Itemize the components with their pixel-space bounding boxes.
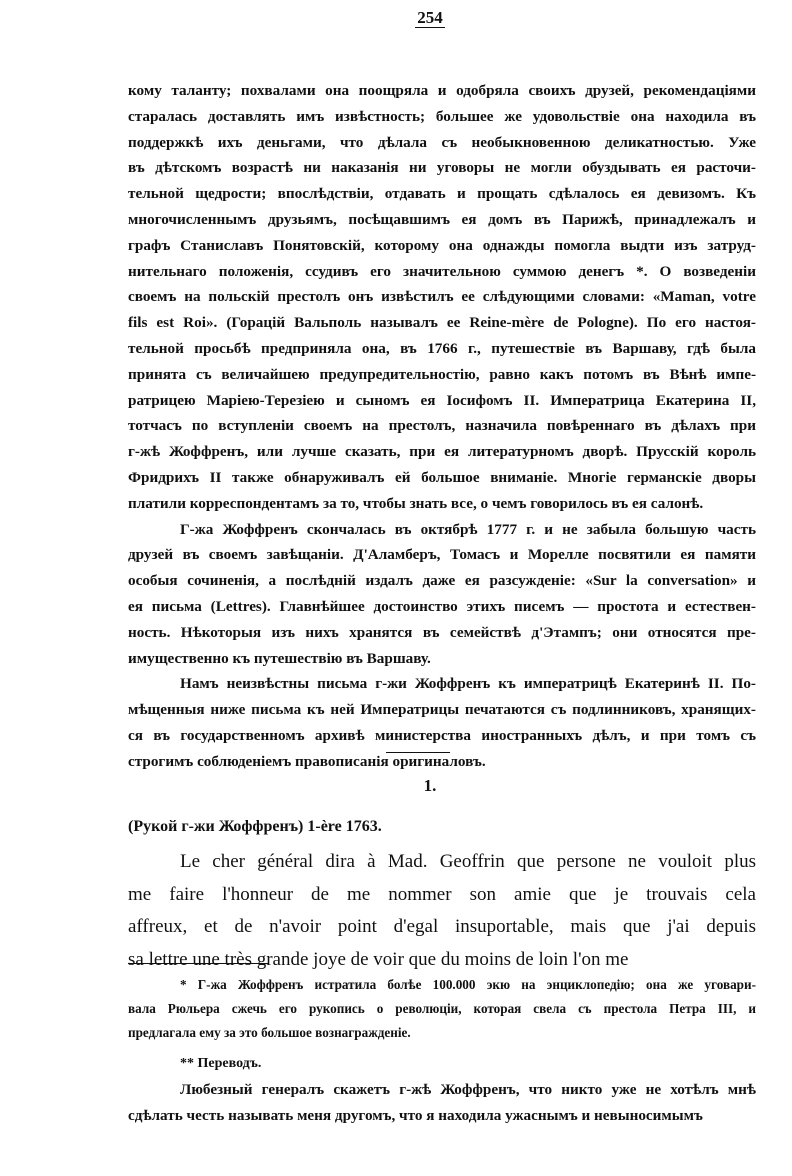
letter-text	[128, 846, 756, 976]
text-line: мѣщенныя ниже письма къ ней Императрицы печатаются съ подлинниковъ, хранящих-	[128, 701, 756, 719]
letter-heading: (Рукой г-жи Жоффренъ) 1-ère 1763.	[128, 818, 382, 835]
paragraph	[128, 517, 756, 672]
text-line: сдѣлать честь называть меня другомъ, что я находила ужаснымъ и невыносимымъ	[128, 1107, 703, 1124]
text-line: sa lettre une très grande joye de voir que du moins de loin l'on me	[128, 948, 629, 970]
text-line: старалась доставлять имъ извѣстность; большее же удовольствіе она находила въ	[128, 107, 756, 125]
text-line: вала Рюльера сжечь его рукопись о революціи, которая свела съ престола Петра III, и	[128, 1001, 756, 1016]
text-line: Г-жа Жоффренъ скончалась въ октябрѣ 1777 г. и не забыла большую часть	[180, 520, 756, 538]
text-line: Любезный генералъ скажетъ г-жѣ Жоффренъ, что никто уже не хотѣлъ мнѣ	[180, 1081, 756, 1098]
text-line: поддержкѣ ихъ деньгами, что дѣлала съ необыкновенною деликатностью. Уже	[128, 133, 756, 151]
text-line: имущественно къ путешествію въ Варшаву.	[128, 649, 431, 667]
text-line: многочисленнымъ друзьямъ, посѣщавшимъ ея домъ въ Парижѣ, принадлежалъ и	[128, 210, 756, 228]
text-line: тельной щедрости; впослѣдствіи, отдавать и прощать сдѣлалось ея девизомъ. Къ	[128, 185, 756, 203]
text-line: строгимъ соблюденіемъ правописанія оригиналовъ.	[128, 752, 486, 770]
footnote-divider	[128, 963, 268, 964]
text-line: предлагала ему за это большое вознагражденіе.	[128, 1025, 411, 1040]
text-line: me faire l'honneur de me nommer son amie que je trouvais cela	[128, 883, 756, 905]
text-line: кому таланту; похвалами она поощряла и одобряла своихъ друзей, рекомендаціями	[128, 82, 756, 99]
footnote-1	[128, 973, 756, 1045]
text-line: Намъ неизвѣстны письма г-жи Жоффренъ къ императрицѣ Екатеринѣ II. По-	[180, 675, 756, 693]
text-line: ся въ государственномъ архивѣ министерства иностранныхъ дѣлъ, и при томъ съ	[128, 726, 756, 744]
page-number: 254	[417, 8, 443, 27]
text-line: affreux, et de n'avoir point d'egal insuportable, mais que j'ai depuis	[128, 916, 756, 937]
section-divider	[386, 752, 450, 753]
text-line: платили корреспондентамъ за то, чтобы знать все, о чемъ говорилось въ ея салонѣ.	[128, 494, 704, 512]
footnote-2	[128, 1051, 756, 1129]
text-line: принята съ величайшею предупредительностію, равно какъ потомъ въ Вѣнѣ импе-	[128, 365, 756, 383]
text-line: fils est Roi». (Горацій Вальполь называлъ ее Reine-mère de Pologne). По его настоя-	[128, 314, 756, 332]
text-line: друзей въ своемъ завѣщаніи. Д'Аламберъ, Томасъ и Морелле посвятили ея памяти	[128, 546, 756, 564]
text-line: ея письма (Lettres). Главнѣйшее достоинство этихъ писемъ — простота и естествен-	[128, 597, 756, 615]
intro-text	[128, 78, 756, 775]
paragraph	[128, 671, 756, 774]
paragraph	[128, 78, 756, 517]
letter-number: 1.	[423, 776, 437, 795]
footnote-2-label: ** Переводъ.	[180, 1056, 262, 1071]
text-line: г-жѣ Жоффренъ, или лучше сказать, при ея литературномъ дворѣ. Прусскій король	[128, 443, 756, 461]
text-line: тотчасъ по вступленіи своемъ на престолъ, назначила повѣреннаго въ дѣлахъ при	[128, 417, 756, 435]
text-line: тельной просьбѣ предприняла она, въ 1766 г., путешествіе въ Варшаву, гдѣ была	[128, 339, 756, 357]
text-line: Фридрихъ II также обнаруживалъ ей большое вниманіе. Многіе германскіе дворы	[128, 468, 756, 486]
text-line: своемъ на польскій престолъ онъ извѣстилъ ее слѣдующими словами: «Maman, votre	[128, 288, 756, 306]
text-line: * Г-жа Жоффренъ истратила болѣе 100.000 экю на энциклопедію; она же уговари-	[180, 977, 756, 992]
text-line: нительнаго положенія, ссудивъ его значительною суммою денегъ *. О возведеніи	[128, 262, 756, 280]
text-line: ность. Нѣкоторыя изъ нихъ хранятся въ семействѣ д'Этампъ; они относятся пре-	[128, 623, 756, 641]
text-line: особыя сочиненія, а послѣдній издалъ даже ея разсужденіе: «Sur la conversation» и	[128, 572, 756, 590]
text-line: ратрицею Маріею-Терезіею и сыномъ ея Іосифомъ II. Императрица Екатерина II,	[128, 391, 756, 409]
text-line: въ дѣтскомъ возрастѣ ни наказанія ни уговоры не могли обуздывать ея расточи-	[128, 159, 756, 177]
text-line: графъ Станиславъ Понятовскій, которому она однажды помогла выдти изъ затруд-	[128, 236, 756, 254]
text-line: Le cher général dira à Mad. Geoffrin que persone ne vouloit plus	[180, 851, 756, 872]
